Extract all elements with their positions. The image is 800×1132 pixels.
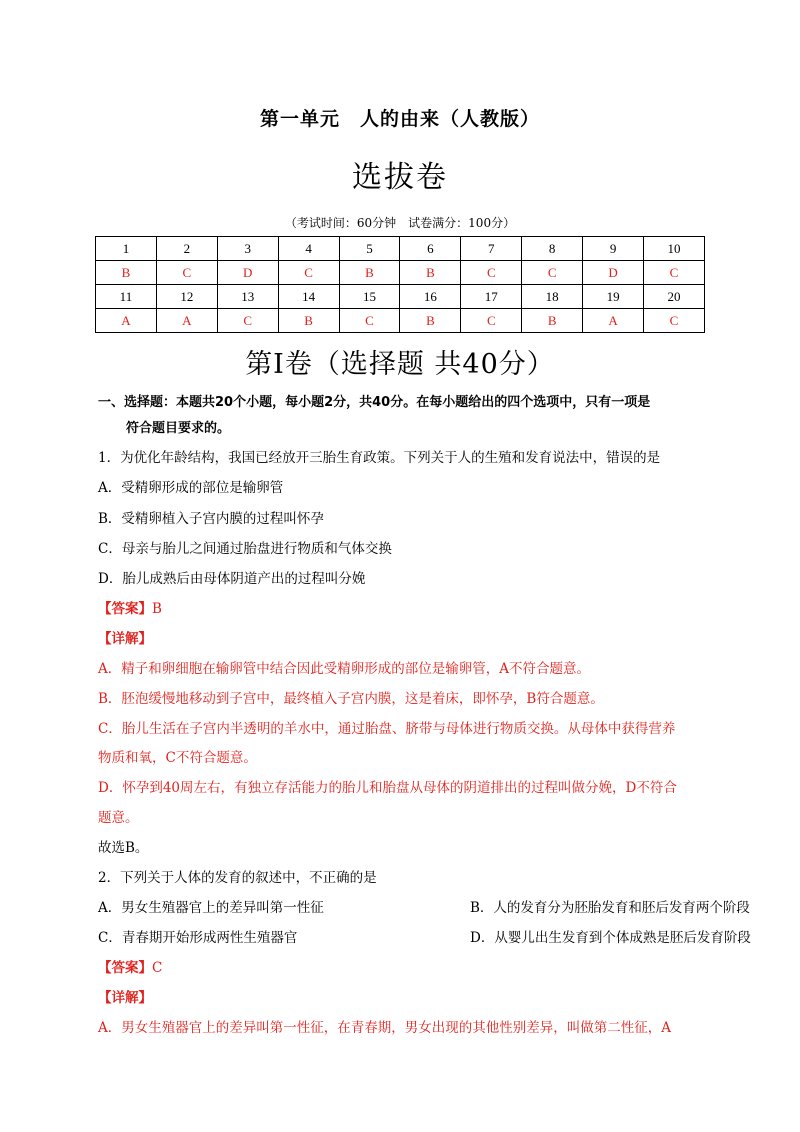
question-1-answer (98, 597, 708, 617)
question-1-detail-line: D．怀孕到40周左右，有独立存活能力的胎儿和胎盘从母体的阴道排出的过程叫做分娩，D不符合 (98, 780, 677, 796)
answer-cell: D (583, 261, 644, 285)
answer-cell: D (217, 261, 278, 285)
question-2-stem: 2．下列关于人体的发育的叙述中，不正确的是 (98, 870, 377, 886)
question-2-answer (98, 956, 708, 976)
answer-cell: A (583, 309, 644, 333)
answer-cell: C (644, 309, 705, 333)
answer-cell: C (461, 261, 522, 285)
question-1-option-b: B．受精卵植入子宫内膜的过程叫怀孕 (98, 511, 324, 527)
question-1-detail-line: A．精子和卵细胞在输卵管中结合因此受精卵形成的部位是输卵管，A不符合题意。 (98, 661, 590, 677)
answer-cell: A (96, 309, 157, 333)
answer-cell: C (278, 261, 339, 285)
question-number-cell: 6 (400, 237, 461, 261)
question-number-cell: 12 (156, 285, 217, 309)
question-1-detail-line: 物质和氧，C不符合题意。 (98, 750, 257, 766)
question-number-cell: 11 (96, 285, 157, 309)
question-2-option-a: A．男女生殖器官上的差异叫第一性征 (98, 900, 324, 916)
question-1-option-c: C．母亲与胎儿之间通过胎盘进行物质和气体交换 (98, 541, 392, 557)
question-number-cell: 16 (400, 285, 461, 309)
answer-label: 【答案】 (98, 601, 152, 617)
question-number-cell: 2 (156, 237, 217, 261)
question-1-stem: 1．为优化年龄结构，我国已经放开三胎生育政策。下列关于人的生殖和发育说法中，错误的是 (98, 450, 661, 466)
document-title: 第一单元 人的由来（人教版） (259, 108, 540, 130)
answer-cell: C (644, 261, 705, 285)
answer-cell: A (156, 309, 217, 333)
question-1-detail-line: C．胎儿生活在子宫内半透明的羊水中，通过胎盘、脐带与母体进行物质交换。从母体中获得营养 (98, 721, 676, 737)
answer-value: C (152, 960, 163, 976)
answer-cell: B (400, 261, 461, 285)
question-number-cell: 8 (522, 237, 583, 261)
answer-label: 【答案】 (98, 960, 152, 976)
question-2-option-d: D．从婴儿出生发育到个体成熟是胚后发育阶段 (470, 930, 751, 946)
instruction-line: 一、选择题：本题共20个小题，每小题2分，共40分。在每小题给出的四个选项中，只有一项是 (98, 395, 651, 410)
question-2-detail-label: 【详解】 (98, 990, 152, 1006)
answer-cell: B (339, 261, 400, 285)
answer-cell: C (339, 309, 400, 333)
question-2-option-b: B．人的发育分为胚胎发育和胚后发育两个阶段 (470, 900, 750, 916)
answer-cell: C (522, 261, 583, 285)
question-number-cell: 13 (217, 285, 278, 309)
question-1-detail-label: 【详解】 (98, 631, 152, 647)
question-2-options-row (98, 926, 751, 946)
question-1-conclusion: 故选B。 (98, 840, 149, 856)
answer-value: B (152, 601, 162, 617)
question-number-cell: 18 (522, 285, 583, 309)
instruction-line: 符合题目要求的。 (126, 421, 231, 436)
question-1-detail-line: 题意。 (98, 810, 139, 826)
answer-cell: B (522, 309, 583, 333)
answer-table-row (96, 261, 705, 285)
answer-table-row (96, 285, 705, 309)
answer-cell: B (400, 309, 461, 333)
question-1-detail-line: B．胚泡缓慢地移动到子宫中，最终植入子宫内膜，这是着床，即怀孕，B符合题意。 (98, 691, 604, 707)
answer-cell: C (156, 261, 217, 285)
document-subtitle: 选拔卷 (352, 160, 448, 195)
question-number-cell: 17 (461, 285, 522, 309)
section-instruction (98, 390, 718, 442)
question-2-options-row (98, 896, 750, 916)
question-number-cell: 20 (644, 285, 705, 309)
question-1-option-a: A．受精卵形成的部位是输卵管 (98, 480, 284, 496)
answer-cell: B (278, 309, 339, 333)
question-1-option-d: D．胎儿成熟后由母体阴道产出的过程叫分娩 (98, 571, 366, 587)
question-number-cell: 5 (339, 237, 400, 261)
answer-cell: C (461, 309, 522, 333)
question-number-cell: 10 (644, 237, 705, 261)
question-2-detail-line: A．男女生殖器官上的差异叫第一性征，在青春期，男女出现的其他性别差异，叫做第二性征，A (98, 1020, 671, 1036)
question-number-cell: 4 (278, 237, 339, 261)
answer-table (95, 236, 705, 333)
answer-table-row (96, 309, 705, 333)
question-number-cell: 19 (583, 285, 644, 309)
answer-cell: C (217, 309, 278, 333)
question-number-cell: 1 (96, 237, 157, 261)
question-2-option-c: C．青春期开始形成两性生殖器官 (98, 930, 298, 946)
question-number-cell: 15 (339, 285, 400, 309)
exam-info: （考试时间：60分钟 试卷满分：100分） (284, 216, 516, 230)
section-title: 第Ⅰ卷（选择题 共40分） (245, 349, 555, 380)
answer-cell: B (96, 261, 157, 285)
question-number-cell: 3 (217, 237, 278, 261)
question-number-cell: 9 (583, 237, 644, 261)
question-number-cell: 7 (461, 237, 522, 261)
answer-table-row (96, 237, 705, 261)
question-number-cell: 14 (278, 285, 339, 309)
